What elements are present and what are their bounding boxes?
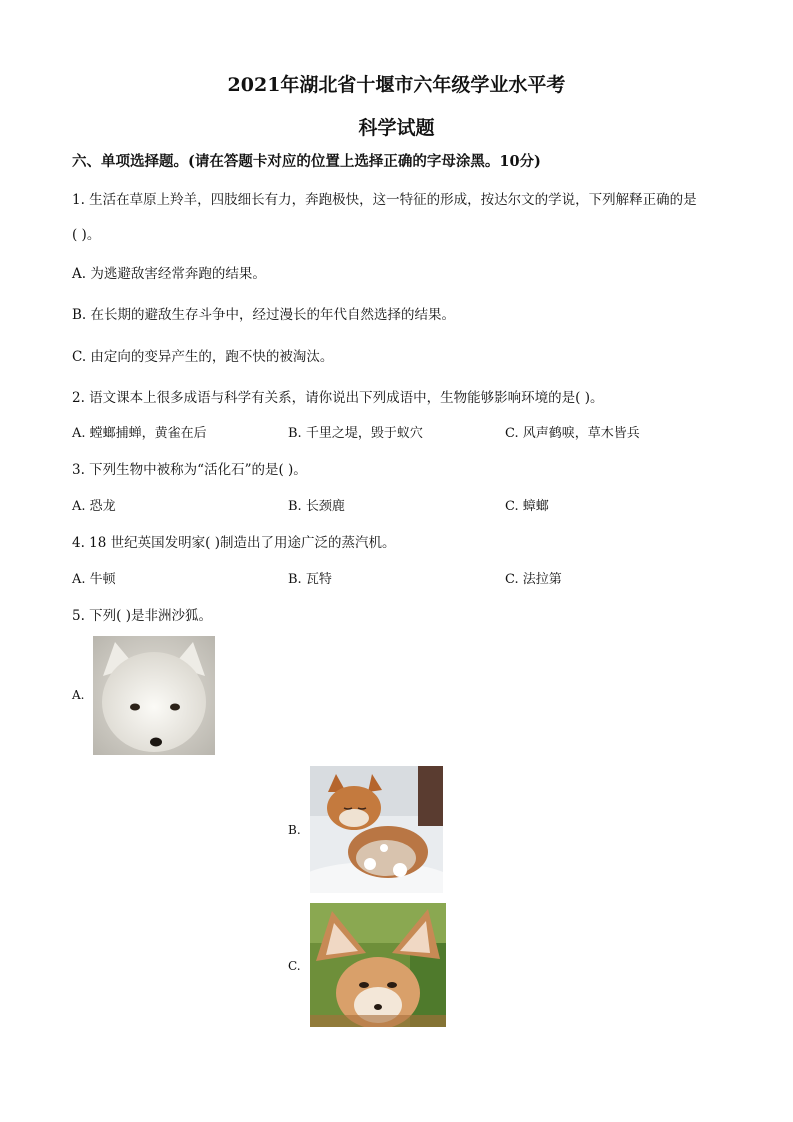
question-1-stem: 1. 生活在草原上羚羊，四肢细长有力，奔跑极快，这一特征的形成，按达尔文的学说，下列解释正确的是 [72, 192, 697, 208]
fennec-fox-image [310, 903, 446, 1027]
question-3-option-a: A. 恐龙 [72, 499, 116, 514]
question-5-option-b-label: B. [288, 823, 301, 837]
page-subtitle: 科学试题 [358, 117, 435, 139]
page-title: 2021年湖北省十堰市六年级学业水平考 [227, 74, 566, 96]
question-2-option-a: A. 螳螂捕蝉，黄雀在后 [72, 426, 207, 441]
question-3-stem: 3. 下列生物中被称为“活化石”的是( )。 [72, 462, 307, 478]
question-4-option-a: A. 牛顿 [72, 572, 116, 587]
question-4-option-c: C. 法拉第 [505, 572, 562, 587]
question-5-option-c-label: C. [288, 959, 301, 973]
question-2-option-c: C. 风声鹤唳，草木皆兵 [505, 426, 640, 441]
question-1-option-b: B. 在长期的避敌生存斗争中，经过漫长的年代自然选择的结果。 [72, 307, 456, 323]
section-heading: 六、单项选择题。(请在答题卡对应的位置上选择正确的字母涂黑。10分) [72, 153, 541, 170]
question-5-stem: 5. 下列( )是非洲沙狐。 [72, 608, 212, 624]
question-1-stem-cont: ( )。 [72, 227, 101, 243]
question-4-stem: 4. 18 世纪英国发明家( )制造出了用途广泛的蒸汽机。 [72, 535, 396, 551]
red-fox-cub-image [310, 766, 443, 893]
question-3-option-c: C. 蟑螂 [505, 499, 549, 514]
question-3-option-b: B. 长颈鹿 [288, 499, 345, 514]
question-1-option-c: C. 由定向的变异产生的，跑不快的被淘汰。 [72, 349, 334, 365]
question-2-stem: 2. 语文课本上很多成语与科学有关系，请你说出下列成语中，生物能够影响环境的是( )。 [72, 390, 604, 406]
question-4-option-b: B. 瓦特 [288, 572, 332, 587]
question-1-option-a: A. 为逃避敌害经常奔跑的结果。 [72, 266, 266, 282]
question-5-option-a-label: A. [72, 688, 85, 702]
question-2-option-b: B. 千里之堤，毁于蚁穴 [288, 426, 423, 441]
arctic-fox-image [93, 636, 215, 755]
